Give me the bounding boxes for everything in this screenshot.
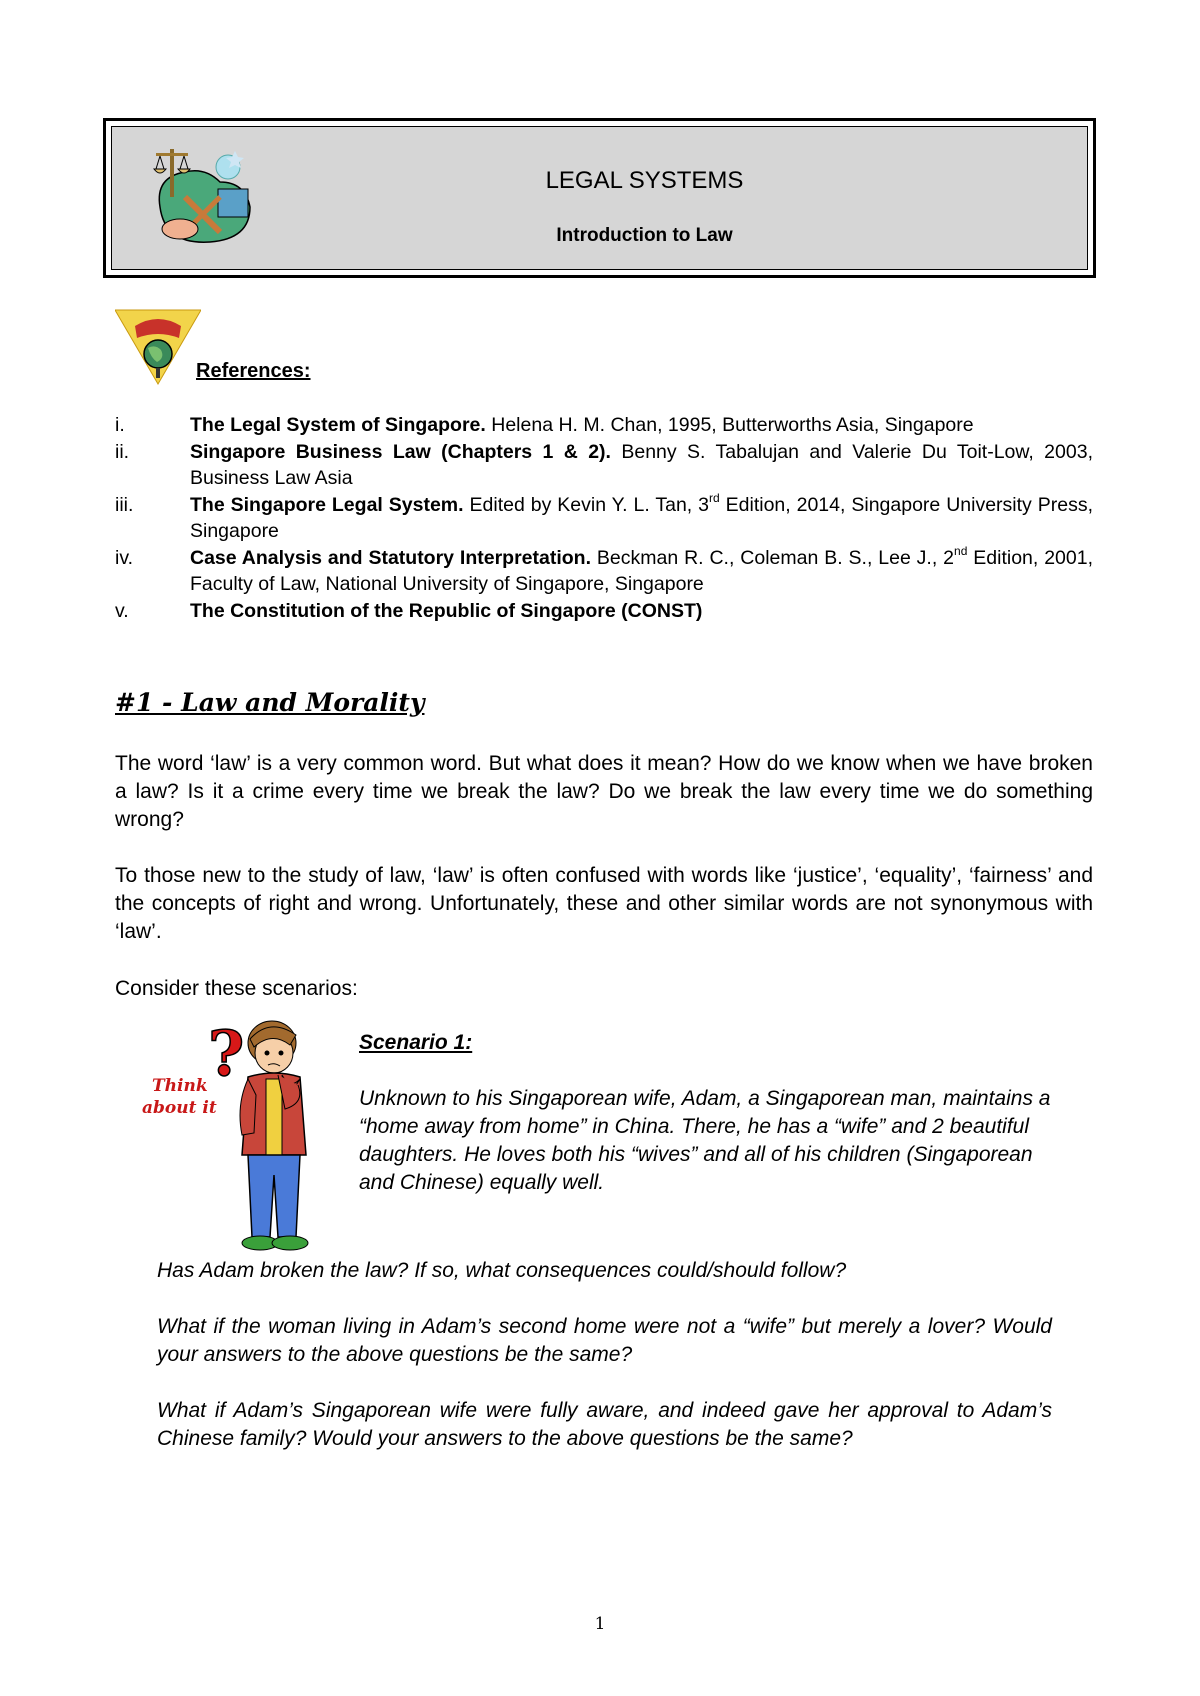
reference-number: i. xyxy=(115,414,125,436)
discussion-question: Has Adam broken the law? If so, what consequences could/should follow? xyxy=(157,1259,847,1282)
reference-number: iii. xyxy=(115,493,134,516)
body-paragraph: To those new to the study of law, ‘law’ is often confused with words like ‘justice’, ‘equality’, ‘fairness’ and the concepts of right and wrong. Unfortunately, these and other similar words are not synonymous with ‘law’. xyxy=(115,864,1093,943)
reference-details: Helena H. M. Chan, 1995, Butterworths Asia, Singapore xyxy=(485,414,974,436)
reference-number: v. xyxy=(115,599,129,622)
discussion-question: What if Adam’s Singaporean wife were fully aware, and indeed gave her approval to Adam’s Chinese family? Would your answers to the above questions be the same? xyxy=(157,1399,1052,1450)
reference-title: Case Analysis and Statutory Interpretation. xyxy=(190,546,592,569)
title-box xyxy=(103,118,1096,278)
reference-title: Singapore Business Law (Chapters 1 & 2). xyxy=(190,440,611,463)
reference-item xyxy=(115,598,1093,625)
reference-number: iv. xyxy=(115,546,134,569)
reference-item xyxy=(115,492,1093,545)
reference-number: ii. xyxy=(115,440,130,463)
reference-details: Edition, 2014, Singapore University Press, Singapore xyxy=(190,493,1093,542)
reference-item xyxy=(115,439,1093,492)
scenario-text: Unknown to his Singaporean wife, Adam, a Singaporean man, maintains a “home away from home” in China. There, he has a “wife” and 2 beautiful daughters. He loves both his “wives” and all of his children (Singaporean and Chinese) equally well. xyxy=(359,1087,1051,1194)
body-paragraph: Consider these scenarios: xyxy=(115,977,358,1000)
section-heading: #1 - Law and Morality xyxy=(115,688,425,717)
cartoon-caption: Think xyxy=(152,1076,208,1096)
reference-details: Edition, 2001, Faculty of Law, National University of Singapore, Singapore xyxy=(190,546,1093,595)
svg-text:?: ? xyxy=(208,1017,245,1090)
discussion-question: What if the woman living in Adam’s second home were not a “wife” but merely a lover? Would your answers to the above questions be the same? xyxy=(157,1315,1052,1366)
reference-details: Benny S. Tabalujan and Valerie Du Toit-Low, 2003, Business Law Asia xyxy=(190,440,1093,489)
page-number: 1 xyxy=(594,1614,606,1634)
reference-item xyxy=(115,545,1093,598)
references-heading: References: xyxy=(196,360,311,382)
globe-cone-icon xyxy=(115,308,201,388)
edition-superscript: nd xyxy=(954,544,968,558)
reference-title: The Constitution of the Republic of Singapore (CONST) xyxy=(190,599,703,622)
reference-list xyxy=(115,412,1093,624)
body-paragraph: The word ‘law’ is a very common word. But what does it mean? How do we know when we have broken a law? Is it a crime every time we break the law? Do we break the law every time we do something wrong? xyxy=(115,752,1093,831)
cartoon-caption: about it xyxy=(142,1098,217,1118)
reference-details: Edited by Kevin Y. L. Tan, 3 xyxy=(463,493,710,516)
reference-title: The Legal System of Singapore. xyxy=(190,414,486,436)
reference-title: The Singapore Legal System. xyxy=(190,493,464,516)
thinking-boy-illustration xyxy=(140,1005,340,1255)
reference-details: Beckman R. C., Coleman B. S., Lee J., 2 xyxy=(591,546,955,569)
scenario-title: Scenario 1: xyxy=(359,1031,473,1054)
title-box-inner xyxy=(111,126,1088,270)
edition-superscript: rd xyxy=(709,491,720,505)
document-subtitle: Introduction to Law xyxy=(556,225,733,246)
document-title: LEGAL SYSTEMS xyxy=(545,167,744,194)
reference-item xyxy=(115,412,1093,439)
